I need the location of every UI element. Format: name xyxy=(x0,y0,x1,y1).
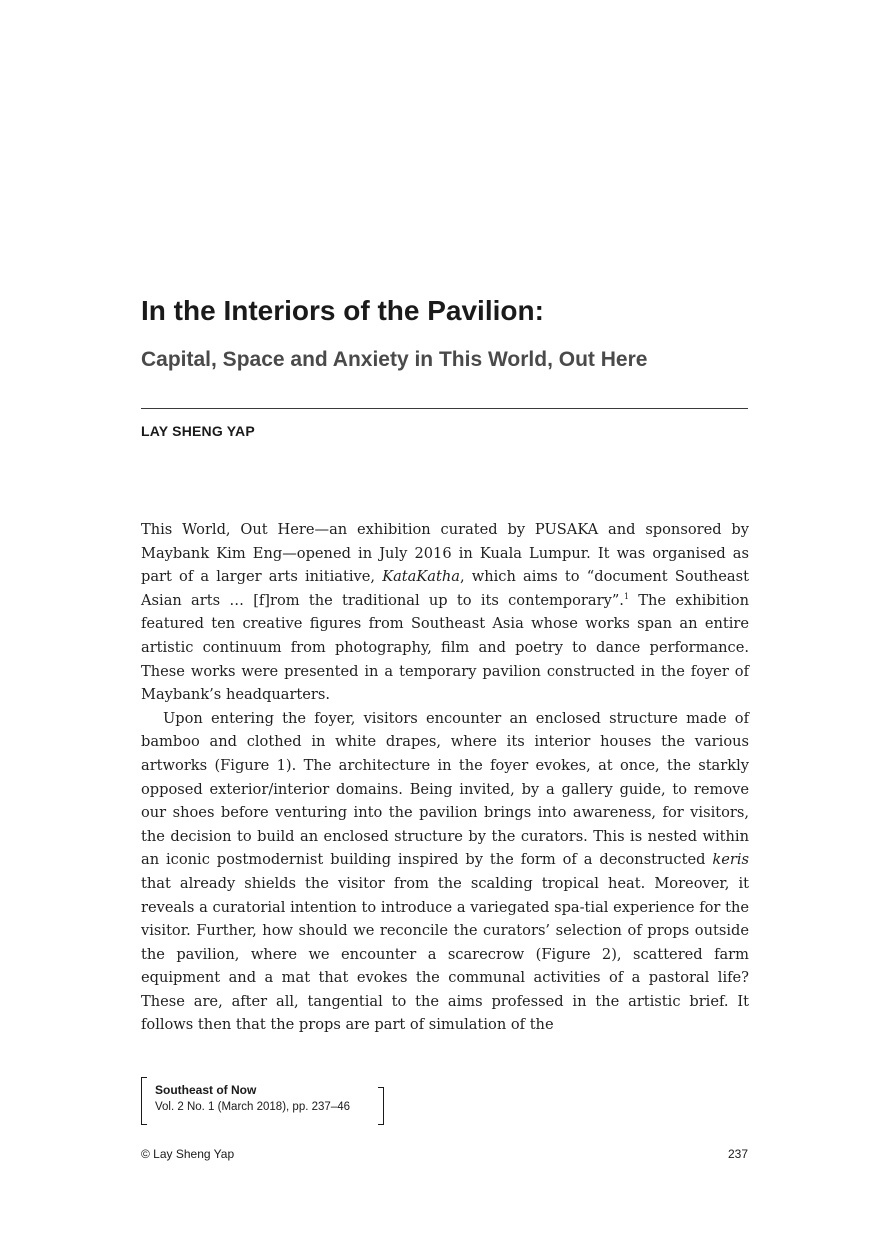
left-bracket xyxy=(141,1077,147,1125)
journal-volume: Vol. 2 No. 1 (March 2018), pp. 237–46 xyxy=(155,1101,350,1113)
paragraph-1-text-a: This World, Out Here—an exhibition curated by PUSAKA and sponsored by Maybank Kim Eng—opened in July 2016 in Kuala Lumpur. It was organised as part of a larger arts initiative, xyxy=(141,521,749,586)
paragraph-2-text-a: Upon entering the foyer, visitors encounter an enclosed structure made of bamboo and clothed in white drapes, where its interior houses the various artworks (Figure 1). The architecture in the foyer evokes, at once, the starkly opposed exterior/interior domains. Being invited, by a gallery guide, to remove our shoes before venturing into the pavilion brings into awareness, for visitors, the decision to build an enclosed structure by the curators. This is nested within an iconic postmodernist building inspired by the form of a deconstructed xyxy=(141,709,749,869)
paragraph-1-text-b: , which aims to “document Southeast Asian arts … [f]rom the traditional up to its contemporary”. xyxy=(141,568,749,609)
initiative-name: KataKatha xyxy=(382,568,460,586)
journal-name: Southeast of Now xyxy=(155,1083,257,1097)
right-bracket xyxy=(378,1087,384,1125)
paragraph-1 xyxy=(141,518,749,707)
paragraph-2 xyxy=(141,707,749,1037)
copyright-notice: © Lay Sheng Yap xyxy=(141,1147,235,1161)
article-body xyxy=(141,518,749,1037)
page-number: 237 xyxy=(727,1147,748,1161)
footnote-marker[interactable]: 1 xyxy=(623,591,630,601)
article-subtitle: Capital, Space and Anxiety in This World, Out Here xyxy=(141,348,648,371)
title-divider xyxy=(141,408,748,409)
journal-citation xyxy=(141,1077,384,1125)
keris-term: keris xyxy=(712,851,749,869)
article-title: In the Interiors of the Pavilion: xyxy=(141,295,544,326)
paragraph-1-text-c: The exhibition featured ten creative figures from Southeast Asia whose works span an entire artistic continuum from photography, film and poetry to dance performance. These works were presented in a temporary pavilion constructed in the foyer of Maybank’s headquarters. xyxy=(141,591,749,704)
author-name: LAY SHENG YAP xyxy=(141,423,255,439)
paragraph-2-text-b: that already shields the visitor from the scalding tropical heat. Moreover, it reveals a curatorial intention to introduce a variegated spa-tial experience for the visitor. Further, how should we reconcile the curators’ selection of props outside the pavilion, where we encounter a scarecrow (Figure 2), scattered farm equipment and a mat that evokes the communal activities of a pastoral life? These are, after all, tangential to the aims professed in the artistic brief. It follows then that the props are part of simulation of the xyxy=(141,874,749,1034)
